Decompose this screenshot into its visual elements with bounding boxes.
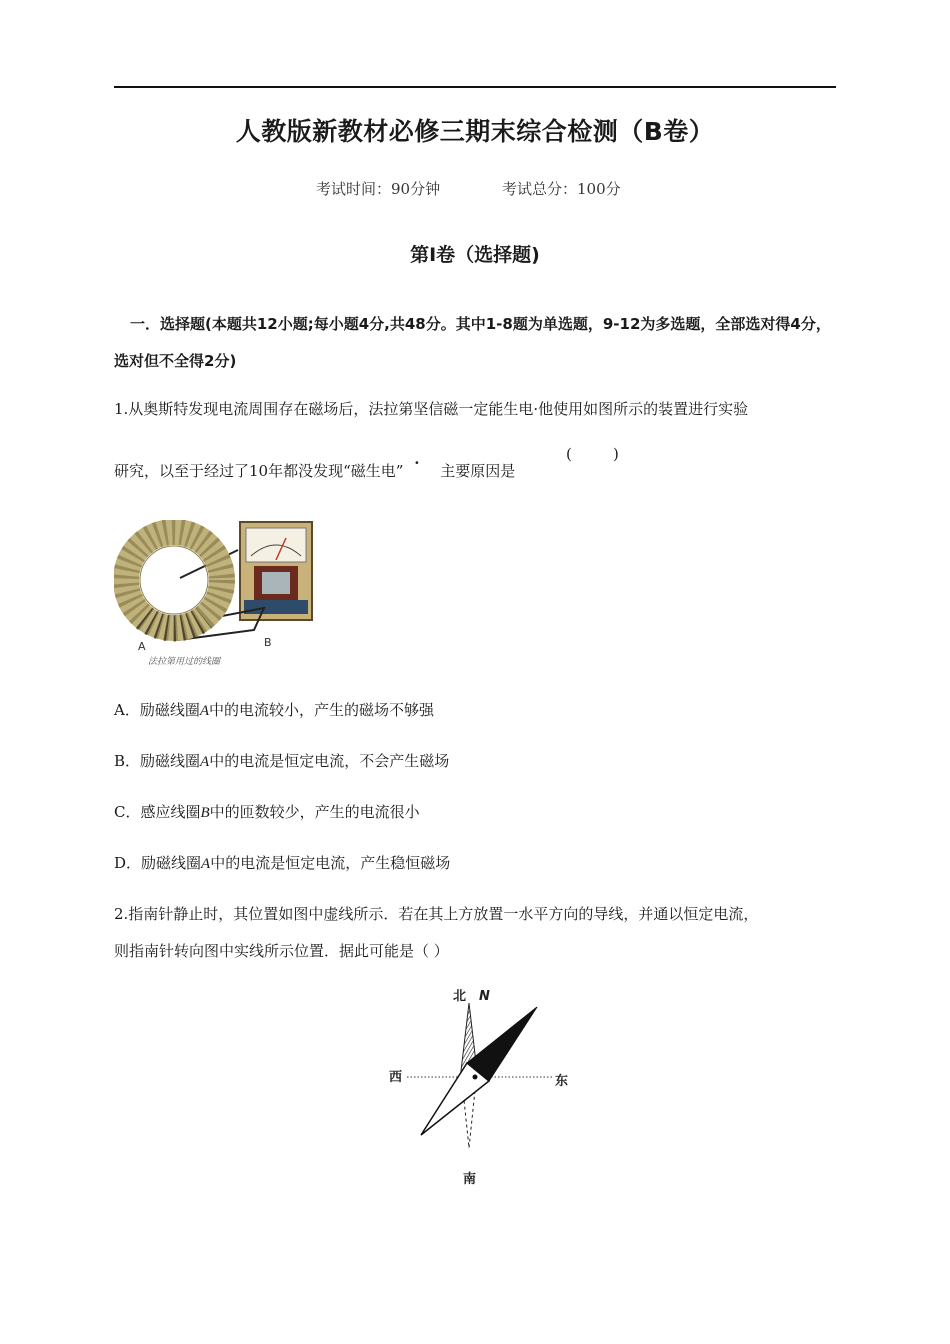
q2-figure — [385, 983, 575, 1188]
faraday-coil-image — [114, 520, 320, 670]
label-east: 东 — [555, 1074, 569, 1089]
q2-text-line1: 2.指南针静止时，其位置如图中虚线所示．若在其上方放置一水平方向的导线，并通以恒定电流， — [114, 905, 759, 923]
galvanometer-magnet — [262, 572, 290, 594]
q1-answer-paren-open: ( — [566, 445, 572, 463]
q1-option-c-pre: C．感应线圈 — [114, 803, 201, 821]
exam-time: 考试时间：90分钟 — [316, 180, 441, 198]
label-south: 南 — [463, 1172, 477, 1187]
q1-option-a-var: A — [199, 703, 210, 719]
q1-text-line2-a: 研究，以至于经过了10年都没发现“磁生电” — [114, 462, 404, 480]
header-rule — [114, 86, 836, 88]
q1-option-a-post: 中的电流较小，产生的磁场不够强 — [209, 701, 435, 719]
document-title: 人教版新教材必修三期末综合检测（B卷） — [235, 117, 715, 146]
galvanometer-base — [244, 600, 308, 614]
q1-option-b-pre: B．励磁线圈 — [114, 752, 201, 770]
figure-label-b: B — [264, 636, 272, 649]
exam-score: 考试总分：100分 — [502, 180, 621, 198]
q1-option-b-post: 中的电流是恒定电流，不会产生磁场 — [209, 752, 450, 770]
label-west: 西 — [389, 1070, 403, 1085]
q1-option-d-var: A — [201, 856, 211, 872]
ring-inner-edge — [140, 546, 208, 614]
q1-option-d — [114, 852, 450, 873]
q1-figure — [114, 520, 320, 670]
figure-label-a: A — [138, 640, 146, 653]
q1-option-c — [114, 801, 420, 822]
q1-dot: · — [414, 454, 420, 472]
q1-option-a — [114, 699, 434, 720]
q2-text-line2: 则指南针转向图中实线所示位置．据此可能是（ ） — [114, 942, 449, 960]
section-title: 第I卷（选择题) — [410, 244, 540, 266]
q1-option-a-pre: A．励磁线圈 — [114, 701, 200, 719]
q1-option-c-post: 中的匝数较少，产生的电流很小 — [209, 803, 420, 821]
compass-pivot — [473, 1075, 478, 1080]
figure-caption: 法拉第用过的线圈 — [148, 657, 221, 667]
label-n: N — [479, 989, 490, 1004]
q1-option-c-var: B — [200, 805, 210, 821]
q1-option-b-var: A — [200, 754, 210, 770]
q1-answer-paren-close: ) — [613, 445, 619, 463]
q1-text-line2-b: 主要原因是 — [440, 462, 516, 480]
rotated-needle-south — [421, 1063, 489, 1135]
q1-text-line2 — [114, 454, 516, 482]
compass-diagram — [385, 983, 575, 1188]
section-instructions: 一．选择题(本题共12小题;每小题4分,共48分。其中1-8题为单选题，9-12为多选题，全部选对得4分，选对但不全得2分) — [114, 315, 831, 370]
label-north: 北 — [453, 989, 467, 1004]
q1-text-line1: 1.从奥斯特发现电流周围存在磁场后，法拉第坚信磁一定能生电·他使用如图所示的装置进行实验 — [114, 400, 749, 418]
rotated-needle-north — [467, 1007, 537, 1081]
q1-option-b — [114, 750, 449, 771]
q1-option-d-post: 中的电流是恒定电流，产生稳恒磁场 — [210, 854, 451, 872]
q1-option-d-pre: D．励磁线圈 — [114, 854, 202, 872]
